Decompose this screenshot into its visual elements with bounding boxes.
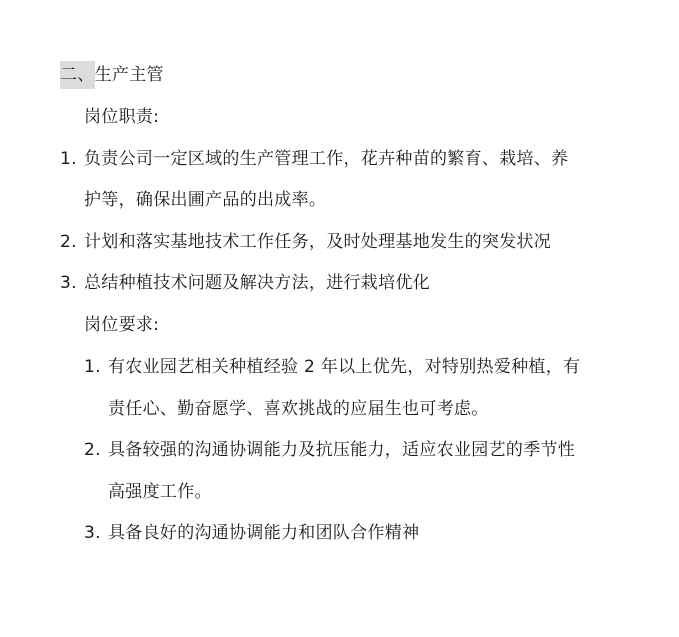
- duty-item-3: [60, 272, 430, 294]
- list-text: 负责公司一定区域的生产管理工作，花卉种苗的繁育、栽培、养: [84, 149, 569, 169]
- list-text: 具备较强的沟通协调能力及抗压能力，适应农业园艺的季节性: [108, 440, 576, 460]
- section-heading: [60, 64, 164, 86]
- list-text: 计划和落实基地技术工作任务，及时处理基地发生的突发状况: [84, 232, 552, 252]
- requirement-item-1: [84, 356, 580, 378]
- list-number: 3.: [84, 523, 101, 543]
- duty-item-2: [60, 231, 551, 253]
- duty-item-1: [60, 148, 568, 170]
- section-number: 二、: [60, 61, 95, 89]
- requirements-label: 岗位要求:: [84, 315, 160, 335]
- section-title: 生产主管: [94, 65, 164, 85]
- requirement-item-2: [84, 439, 575, 461]
- list-text: 总结种植技术问题及解决方法，进行栽培优化: [84, 273, 430, 293]
- requirement-item-2-continued: 高强度工作。: [108, 482, 212, 502]
- duty-item-1-continued: 护等，确保出圃产品的出成率。: [84, 190, 327, 210]
- list-number: 1.: [84, 357, 101, 377]
- list-text: 有农业园艺相关种植经验 2 年以上优先，对特别热爱种植，有: [108, 357, 581, 377]
- list-number: 3.: [60, 273, 77, 293]
- list-number: 2.: [84, 440, 101, 460]
- list-text: 具备良好的沟通协调能力和团队合作精神: [108, 523, 420, 543]
- requirement-item-3: [84, 522, 419, 544]
- requirement-item-1-continued: 责任心、勤奋愿学、喜欢挑战的应届生也可考虑。: [108, 399, 489, 419]
- list-number: 1.: [60, 149, 77, 169]
- duties-label: 岗位职责:: [84, 107, 160, 127]
- list-number: 2.: [60, 232, 77, 252]
